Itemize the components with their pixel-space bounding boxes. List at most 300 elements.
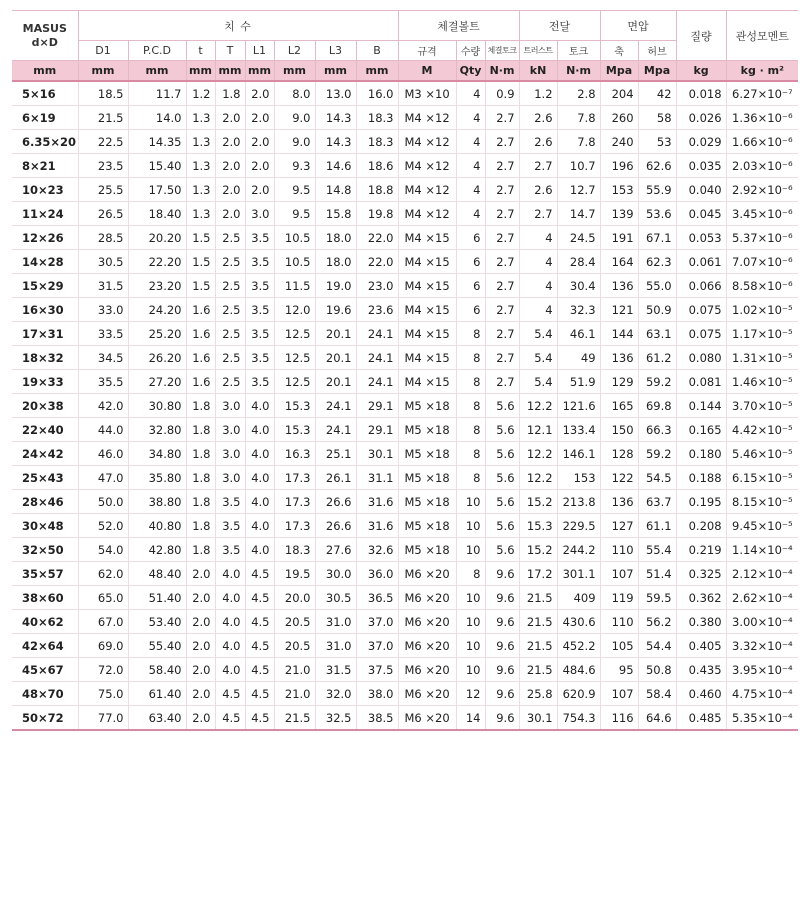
cell-bolt-qty: 8 [456, 394, 485, 418]
cell-bolt-spec: M5 ×18 [398, 490, 456, 514]
cell-shaft-pressure: 204 [600, 81, 638, 106]
table-row [12, 562, 798, 586]
cell-bolt-spec: M6 ×20 [398, 562, 456, 586]
cell-mass: 0.061 [676, 250, 726, 274]
cell-inertia: 1.66×10⁻⁶ [726, 130, 798, 154]
cell-pcd: 25.20 [128, 322, 186, 346]
cell-hub-pressure: 67.1 [638, 226, 676, 250]
cell-t: 1.8 [186, 418, 215, 442]
cell-l2: 15.3 [274, 418, 315, 442]
table-row [12, 250, 798, 274]
cell-mass: 0.208 [676, 514, 726, 538]
cell-l3: 24.1 [315, 394, 356, 418]
cell-l2: 9.0 [274, 106, 315, 130]
cell-model: 24×42 [12, 442, 78, 466]
cell-b: 19.8 [356, 202, 398, 226]
cell-bolt-torque: 2.7 [485, 250, 519, 274]
cell-bolt-qty: 8 [456, 562, 485, 586]
cell-hub-pressure: 59.5 [638, 586, 676, 610]
cell-mass: 0.195 [676, 490, 726, 514]
cell-mass: 0.053 [676, 226, 726, 250]
cell-torque: 32.3 [557, 298, 600, 322]
cell-l1: 2.0 [245, 81, 274, 106]
cell-thrust: 17.2 [519, 562, 557, 586]
pressure-group-header: 면압 [600, 11, 676, 41]
cell-bolt-spec: M5 ×18 [398, 394, 456, 418]
cell-b: 37.0 [356, 634, 398, 658]
cell-l1: 2.0 [245, 130, 274, 154]
cell-l2: 10.5 [274, 226, 315, 250]
table-row [12, 682, 798, 706]
cell-inertia: 5.46×10⁻⁵ [726, 442, 798, 466]
cell-l2: 9.5 [274, 178, 315, 202]
cell-bolt-qty: 6 [456, 274, 485, 298]
cell-bolt-spec: M4 ×15 [398, 298, 456, 322]
cell-T: 4.0 [215, 634, 245, 658]
cell-d1: 62.0 [78, 562, 128, 586]
cell-inertia: 6.15×10⁻⁵ [726, 466, 798, 490]
cell-shaft-pressure: 153 [600, 178, 638, 202]
unit-cell: mm [356, 61, 398, 82]
table-header [12, 11, 798, 82]
cell-l2: 19.5 [274, 562, 315, 586]
cell-bolt-qty: 8 [456, 418, 485, 442]
cell-bolt-spec: M5 ×18 [398, 418, 456, 442]
cell-bolt-spec: M6 ×20 [398, 658, 456, 682]
cell-pcd: 34.80 [128, 442, 186, 466]
cell-pcd: 14.0 [128, 106, 186, 130]
cell-b: 38.5 [356, 706, 398, 731]
cell-mass: 0.380 [676, 610, 726, 634]
cell-l3: 15.8 [315, 202, 356, 226]
cell-l2: 9.3 [274, 154, 315, 178]
cell-T: 3.5 [215, 490, 245, 514]
cell-bolt-qty: 4 [456, 130, 485, 154]
table-row [12, 466, 798, 490]
cell-shaft-pressure: 260 [600, 106, 638, 130]
cell-hub-pressure: 53 [638, 130, 676, 154]
cell-shaft-pressure: 128 [600, 442, 638, 466]
cell-bolt-torque: 9.6 [485, 706, 519, 731]
cell-torque: 452.2 [557, 634, 600, 658]
cell-thrust: 25.8 [519, 682, 557, 706]
cell-shaft-pressure: 121 [600, 298, 638, 322]
cell-inertia: 3.70×10⁻⁵ [726, 394, 798, 418]
cell-bolt-spec: M6 ×20 [398, 586, 456, 610]
cell-t: 1.8 [186, 538, 215, 562]
cell-shaft-pressure: 122 [600, 466, 638, 490]
cell-pcd: 18.40 [128, 202, 186, 226]
cell-t: 2.0 [186, 562, 215, 586]
cell-l2: 11.5 [274, 274, 315, 298]
cell-thrust: 2.6 [519, 178, 557, 202]
cell-torque: 14.7 [557, 202, 600, 226]
cell-bolt-torque: 9.6 [485, 562, 519, 586]
cell-torque: 153 [557, 466, 600, 490]
cell-shaft-pressure: 139 [600, 202, 638, 226]
cell-bolt-qty: 4 [456, 178, 485, 202]
cell-torque: 484.6 [557, 658, 600, 682]
cell-l2: 15.3 [274, 394, 315, 418]
cell-hub-pressure: 66.3 [638, 418, 676, 442]
cell-l3: 26.1 [315, 466, 356, 490]
cell-bolt-qty: 6 [456, 226, 485, 250]
cell-l2: 18.3 [274, 538, 315, 562]
cell-thrust: 21.5 [519, 634, 557, 658]
cell-torque: 620.9 [557, 682, 600, 706]
col-header-thrust: 트러스트 [519, 41, 557, 61]
cell-pcd: 24.20 [128, 298, 186, 322]
cell-l2: 12.5 [274, 322, 315, 346]
cell-t: 1.3 [186, 202, 215, 226]
table-row [12, 586, 798, 610]
cell-T: 3.5 [215, 538, 245, 562]
cell-bolt-spec: M4 ×15 [398, 226, 456, 250]
cell-inertia: 4.75×10⁻⁴ [726, 682, 798, 706]
cell-T: 4.0 [215, 610, 245, 634]
cell-bolt-torque: 5.6 [485, 514, 519, 538]
cell-inertia: 7.07×10⁻⁶ [726, 250, 798, 274]
cell-hub-pressure: 58.4 [638, 682, 676, 706]
cell-model: 6×19 [12, 106, 78, 130]
cell-t: 1.8 [186, 490, 215, 514]
cell-T: 3.0 [215, 466, 245, 490]
cell-pcd: 48.40 [128, 562, 186, 586]
cell-inertia: 1.02×10⁻⁵ [726, 298, 798, 322]
cell-shaft-pressure: 127 [600, 514, 638, 538]
cell-thrust: 30.1 [519, 706, 557, 731]
cell-d1: 65.0 [78, 586, 128, 610]
cell-l3: 19.6 [315, 298, 356, 322]
transmission-group-header: 전달 [519, 11, 600, 41]
col-header-l2: L2 [274, 41, 315, 61]
cell-mass: 0.165 [676, 418, 726, 442]
cell-l3: 14.8 [315, 178, 356, 202]
cell-bolt-spec: M6 ×20 [398, 634, 456, 658]
cell-thrust: 12.2 [519, 394, 557, 418]
cell-model: 16×30 [12, 298, 78, 322]
cell-torque: 51.9 [557, 370, 600, 394]
cell-torque: 244.2 [557, 538, 600, 562]
cell-pcd: 27.20 [128, 370, 186, 394]
cell-bolt-spec: M6 ×20 [398, 610, 456, 634]
cell-thrust: 15.2 [519, 538, 557, 562]
cell-d1: 72.0 [78, 658, 128, 682]
cell-bolt-spec: M4 ×12 [398, 106, 456, 130]
cell-model: 45×67 [12, 658, 78, 682]
cell-thrust: 5.4 [519, 370, 557, 394]
cell-bolt-qty: 6 [456, 298, 485, 322]
col-header-l1: L1 [245, 41, 274, 61]
cell-t: 1.3 [186, 130, 215, 154]
cell-pcd: 30.80 [128, 394, 186, 418]
cell-shaft-pressure: 129 [600, 370, 638, 394]
cell-hub-pressure: 42 [638, 81, 676, 106]
cell-torque: 301.1 [557, 562, 600, 586]
cell-model: 48×70 [12, 682, 78, 706]
cell-t: 2.0 [186, 586, 215, 610]
col-header-bolt-spec: 규격 [398, 41, 456, 61]
cell-b: 24.1 [356, 346, 398, 370]
cell-shaft-pressure: 150 [600, 418, 638, 442]
table-row [12, 322, 798, 346]
cell-pcd: 40.80 [128, 514, 186, 538]
cell-bolt-qty: 10 [456, 658, 485, 682]
cell-thrust: 2.6 [519, 130, 557, 154]
cell-t: 2.0 [186, 682, 215, 706]
cell-bolt-spec: M4 ×15 [398, 370, 456, 394]
cell-inertia: 3.45×10⁻⁶ [726, 202, 798, 226]
cell-l1: 4.5 [245, 682, 274, 706]
cell-t: 1.8 [186, 442, 215, 466]
cell-mass: 0.325 [676, 562, 726, 586]
cell-inertia: 2.12×10⁻⁴ [726, 562, 798, 586]
cell-model: 15×29 [12, 274, 78, 298]
cell-b: 23.6 [356, 298, 398, 322]
cell-torque: 24.5 [557, 226, 600, 250]
cell-thrust: 21.5 [519, 610, 557, 634]
col-header-shaft: 축 [600, 41, 638, 61]
unit-cell: mm [12, 61, 78, 82]
cell-thrust: 4 [519, 250, 557, 274]
unit-cell: kN [519, 61, 557, 82]
cell-b: 24.1 [356, 322, 398, 346]
cell-l1: 4.0 [245, 538, 274, 562]
cell-t: 1.6 [186, 346, 215, 370]
cell-hub-pressure: 56.2 [638, 610, 676, 634]
cell-l1: 4.0 [245, 442, 274, 466]
cell-bolt-qty: 10 [456, 538, 485, 562]
cell-bolt-qty: 8 [456, 370, 485, 394]
cell-l2: 8.0 [274, 81, 315, 106]
cell-l2: 21.0 [274, 682, 315, 706]
cell-mass: 0.219 [676, 538, 726, 562]
cell-inertia: 5.35×10⁻⁴ [726, 706, 798, 731]
cell-model: 38×60 [12, 586, 78, 610]
cell-b: 22.0 [356, 226, 398, 250]
table-row [12, 514, 798, 538]
cell-bolt-torque: 9.6 [485, 586, 519, 610]
cell-bolt-spec: M5 ×18 [398, 514, 456, 538]
cell-bolt-spec: M4 ×15 [398, 322, 456, 346]
cell-T: 2.5 [215, 346, 245, 370]
cell-l2: 20.5 [274, 634, 315, 658]
cell-d1: 18.5 [78, 81, 128, 106]
table-row [12, 610, 798, 634]
cell-inertia: 1.17×10⁻⁵ [726, 322, 798, 346]
cell-d1: 21.5 [78, 106, 128, 130]
table-row [12, 394, 798, 418]
cell-bolt-qty: 8 [456, 346, 485, 370]
cell-l3: 18.0 [315, 250, 356, 274]
cell-model: 25×43 [12, 466, 78, 490]
cell-b: 32.6 [356, 538, 398, 562]
cell-l3: 14.3 [315, 130, 356, 154]
cell-l2: 10.5 [274, 250, 315, 274]
cell-bolt-spec: M4 ×15 [398, 346, 456, 370]
cell-b: 37.5 [356, 658, 398, 682]
table-row [12, 658, 798, 682]
bolt-group-header: 체결볼트 [398, 11, 519, 41]
cell-T: 2.5 [215, 274, 245, 298]
cell-shaft-pressure: 119 [600, 586, 638, 610]
col-header-bolt-qty: 수량 [456, 41, 485, 61]
cell-mass: 0.485 [676, 706, 726, 731]
cell-torque: 133.4 [557, 418, 600, 442]
cell-bolt-torque: 2.7 [485, 178, 519, 202]
cell-l1: 3.5 [245, 298, 274, 322]
cell-torque: 7.8 [557, 106, 600, 130]
cell-bolt-qty: 10 [456, 634, 485, 658]
dimensions-group-header: 치 수 [78, 11, 398, 41]
cell-pcd: 20.20 [128, 226, 186, 250]
col-header-t: t [186, 41, 215, 61]
cell-mass: 0.035 [676, 154, 726, 178]
cell-l3: 26.6 [315, 490, 356, 514]
cell-bolt-spec: M6 ×20 [398, 682, 456, 706]
cell-pcd: 17.50 [128, 178, 186, 202]
col-header-b: B [356, 41, 398, 61]
cell-mass: 0.045 [676, 202, 726, 226]
cell-bolt-torque: 5.6 [485, 442, 519, 466]
cell-d1: 52.0 [78, 514, 128, 538]
cell-d1: 44.0 [78, 418, 128, 442]
cell-torque: 409 [557, 586, 600, 610]
table-row [12, 81, 798, 106]
cell-bolt-torque: 2.7 [485, 322, 519, 346]
cell-b: 18.3 [356, 130, 398, 154]
cell-l3: 31.0 [315, 610, 356, 634]
cell-l3: 25.1 [315, 442, 356, 466]
unit-cell: Mpa [638, 61, 676, 82]
cell-torque: 7.8 [557, 130, 600, 154]
cell-mass: 0.460 [676, 682, 726, 706]
table-row [12, 298, 798, 322]
cell-model: 14×28 [12, 250, 78, 274]
cell-b: 36.0 [356, 562, 398, 586]
cell-model: 19×33 [12, 370, 78, 394]
cell-pcd: 53.40 [128, 610, 186, 634]
cell-l2: 17.3 [274, 490, 315, 514]
cell-bolt-spec: M4 ×15 [398, 250, 456, 274]
cell-inertia: 3.00×10⁻⁴ [726, 610, 798, 634]
cell-thrust: 2.7 [519, 154, 557, 178]
cell-hub-pressure: 62.6 [638, 154, 676, 178]
cell-d1: 35.5 [78, 370, 128, 394]
cell-thrust: 15.3 [519, 514, 557, 538]
cell-d1: 54.0 [78, 538, 128, 562]
mass-header: 질량 [676, 11, 726, 61]
cell-t: 1.6 [186, 298, 215, 322]
cell-t: 1.5 [186, 274, 215, 298]
cell-b: 29.1 [356, 394, 398, 418]
table-row [12, 346, 798, 370]
cell-bolt-qty: 10 [456, 490, 485, 514]
cell-l3: 31.0 [315, 634, 356, 658]
cell-model: 11×24 [12, 202, 78, 226]
cell-model: 50×72 [12, 706, 78, 731]
cell-model: 6.35×20 [12, 130, 78, 154]
cell-t: 1.3 [186, 178, 215, 202]
unit-cell: kg [676, 61, 726, 82]
cell-hub-pressure: 58 [638, 106, 676, 130]
cell-d1: 26.5 [78, 202, 128, 226]
cell-l2: 17.3 [274, 466, 315, 490]
cell-thrust: 21.5 [519, 658, 557, 682]
cell-pcd: 15.40 [128, 154, 186, 178]
cell-t: 1.5 [186, 250, 215, 274]
cell-l1: 4.5 [245, 586, 274, 610]
cell-shaft-pressure: 107 [600, 682, 638, 706]
cell-bolt-torque: 5.6 [485, 466, 519, 490]
cell-l1: 3.5 [245, 226, 274, 250]
table-row [12, 706, 798, 731]
cell-pcd: 14.35 [128, 130, 186, 154]
table-row [12, 106, 798, 130]
cell-model: 20×38 [12, 394, 78, 418]
cell-l3: 14.3 [315, 106, 356, 130]
cell-inertia: 9.45×10⁻⁵ [726, 514, 798, 538]
cell-pcd: 58.40 [128, 658, 186, 682]
cell-thrust: 12.2 [519, 442, 557, 466]
cell-shaft-pressure: 110 [600, 610, 638, 634]
cell-thrust: 5.4 [519, 322, 557, 346]
cell-bolt-qty: 8 [456, 442, 485, 466]
cell-hub-pressure: 54.4 [638, 634, 676, 658]
cell-thrust: 4 [519, 298, 557, 322]
cell-t: 1.3 [186, 106, 215, 130]
col-header-d1: D1 [78, 41, 128, 61]
model-header [12, 11, 78, 61]
cell-b: 30.1 [356, 442, 398, 466]
table-row [12, 226, 798, 250]
col-header-pcd: P.C.D [128, 41, 186, 61]
cell-bolt-torque: 9.6 [485, 610, 519, 634]
cell-T: 4.0 [215, 658, 245, 682]
cell-b: 16.0 [356, 81, 398, 106]
cell-hub-pressure: 61.1 [638, 514, 676, 538]
cell-bolt-qty: 10 [456, 514, 485, 538]
cell-torque: 754.3 [557, 706, 600, 731]
cell-l1: 4.5 [245, 562, 274, 586]
cell-pcd: 23.20 [128, 274, 186, 298]
cell-mass: 0.362 [676, 586, 726, 610]
cell-l2: 12.5 [274, 370, 315, 394]
cell-l3: 24.1 [315, 418, 356, 442]
cell-l1: 4.5 [245, 634, 274, 658]
cell-l1: 3.0 [245, 202, 274, 226]
cell-model: 42×64 [12, 634, 78, 658]
cell-model: 28×46 [12, 490, 78, 514]
cell-pcd: 51.40 [128, 586, 186, 610]
unit-cell: M [398, 61, 456, 82]
cell-t: 2.0 [186, 706, 215, 731]
cell-pcd: 42.80 [128, 538, 186, 562]
cell-pcd: 38.80 [128, 490, 186, 514]
cell-t: 1.6 [186, 370, 215, 394]
cell-thrust: 12.2 [519, 466, 557, 490]
unit-cell: kg · m² [726, 61, 798, 82]
cell-l3: 20.1 [315, 370, 356, 394]
cell-torque: 229.5 [557, 514, 600, 538]
cell-l1: 2.0 [245, 106, 274, 130]
cell-l3: 20.1 [315, 322, 356, 346]
cell-bolt-qty: 4 [456, 202, 485, 226]
cell-l1: 4.0 [245, 490, 274, 514]
cell-inertia: 2.03×10⁻⁶ [726, 154, 798, 178]
cell-b: 22.0 [356, 250, 398, 274]
cell-l2: 21.0 [274, 658, 315, 682]
